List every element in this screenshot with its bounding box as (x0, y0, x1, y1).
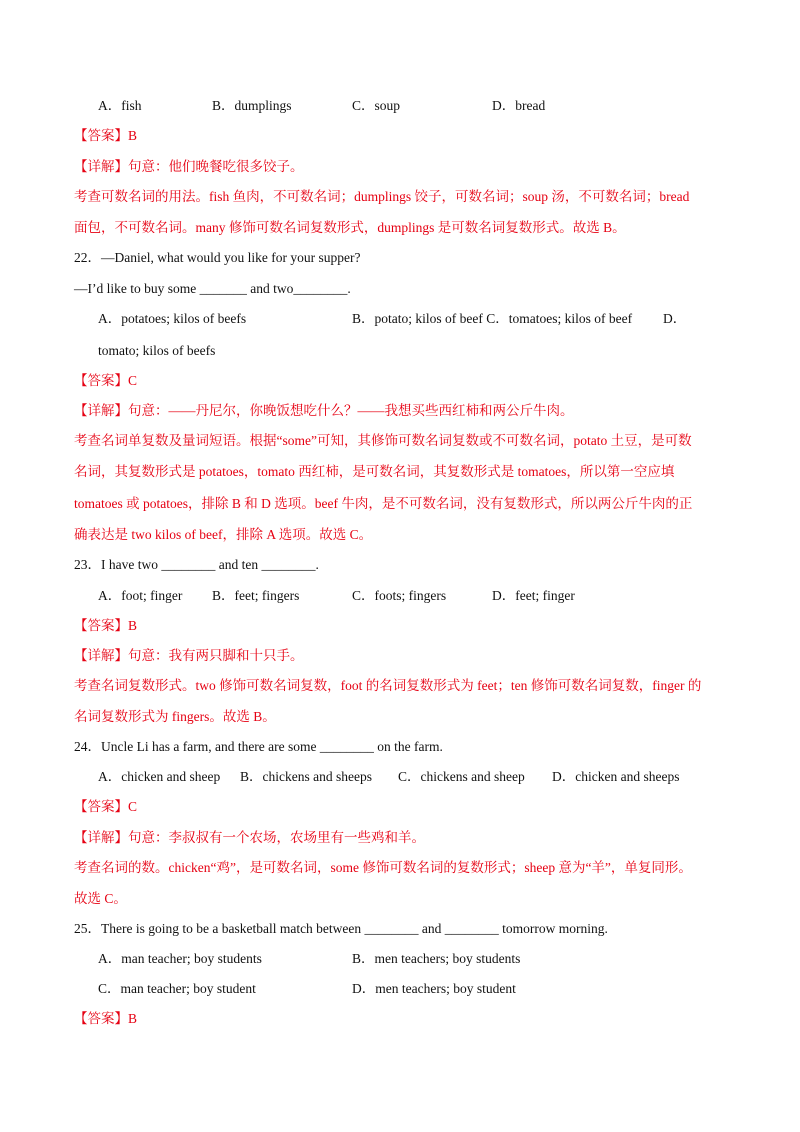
q23-option-a: A．foot; finger (98, 588, 183, 603)
detail-meaning: 句意：他们晚餐吃很多饺子。 (128, 159, 304, 174)
q22-detail (74, 401, 574, 421)
q22-answer (74, 371, 137, 391)
q21-detail (74, 157, 304, 177)
q24-answer (74, 797, 137, 817)
detail-meaning: 句意：李叔叔有一个农场，农场里有一些鸡和羊。 (128, 830, 425, 845)
answer-value: B (128, 128, 138, 143)
q21-answer (74, 126, 137, 146)
q21-explain-line: 面包，不可数名词。many 修饰可数名词复数形式，dumplings 是可数名词复数形式。故选 B。 (74, 220, 626, 235)
answer-value: C (128, 373, 138, 388)
detail-label: 【详解】 (74, 159, 128, 174)
q25-answer (74, 1009, 137, 1029)
answer-label: 【答案】 (74, 128, 128, 143)
q24-detail (74, 828, 425, 848)
q24-option-d: D．chicken and sheeps (552, 769, 680, 784)
q23-explain-line: 名词复数形式为 fingers。故选 B。 (74, 709, 276, 724)
detail-meaning: 句意：——丹尼尔，你晚饭想吃什么？——我想买些西红柿和两公斤牛肉。 (128, 403, 574, 418)
q21-option-a: A．fish (98, 98, 142, 113)
q22-option-d-text: tomato; kilos of beefs (98, 343, 216, 358)
answer-value: B (128, 1011, 138, 1026)
q24-explain-line: 考查名词的数。chicken“鸡”，是可数名词，some 修饰可数名词的复数形式；sheep 意为“羊”，单复同形。 (74, 860, 692, 875)
answer-value: B (128, 618, 138, 633)
q23-stem: 23．I have two ________ and ten ________. (74, 557, 319, 572)
detail-label: 【详解】 (74, 403, 128, 418)
q22-option-b-c: B．potato; kilos of beef C．tomatoes; kilos of beef (352, 311, 633, 326)
q21-option-b: B．dumplings (212, 98, 292, 113)
q24-option-a: A．chicken and sheep (98, 769, 221, 784)
answer-label: 【答案】 (74, 373, 128, 388)
q22-explain-line: 名词，其复数形式是 potatoes，tomato 西红柿，是可数名词，其复数形式是 tomatoes，所以第一空应填 (74, 464, 675, 479)
q21-explain-line: 考查可数名词的用法。fish 鱼肉，不可数名词；dumplings 饺子，可数名词；soup 汤，不可数名词；bread (74, 189, 690, 204)
detail-label: 【详解】 (74, 648, 128, 663)
q21-option-d: D．bread (492, 98, 546, 113)
q24-stem: 24．Uncle Li has a farm, and there are some ________ on the farm. (74, 739, 443, 754)
q22-option-a: A．potatoes; kilos of beefs (98, 311, 247, 326)
q25-option-d: D．men teachers; boy student (352, 981, 516, 996)
answer-label: 【答案】 (74, 799, 128, 814)
q23-answer (74, 616, 137, 636)
q22-explain-line: 确表达是 two kilos of beef，排除 A 选项。故选 C。 (74, 527, 373, 542)
answer-label: 【答案】 (74, 618, 128, 633)
q22-explain-line: tomatoes 或 potatoes，排除 B 和 D 选项。beef 牛肉，是不可数名词，没有复数形式，所以两公斤牛肉的正 (74, 496, 693, 511)
q24-option-c: C．chickens and sheep (398, 769, 525, 784)
q24-explain-line: 故选 C。 (74, 891, 127, 906)
answer-value: C (128, 799, 138, 814)
q21-option-c: C．soup (352, 98, 401, 113)
q23-explain-line: 考查名词复数形式。two 修饰可数名词复数，foot 的名词复数形式为 feet；ten 修饰可数名词复数，finger 的 (74, 678, 702, 693)
q23-option-c: C．foots; fingers (352, 588, 447, 603)
answer-label: 【答案】 (74, 1011, 128, 1026)
q25-option-a: A．man teacher; boy students (98, 951, 262, 966)
q25-option-c: C．man teacher; boy student (98, 981, 256, 996)
q25-stem: 25．There is going to be a basketball match between ________ and ________ tomorrow morning. (74, 921, 608, 936)
q22-explain-line: 考查名词单复数及量词短语。根据“some”可知，其修饰可数名词复数或不可数名词，potato 土豆，是可数 (74, 433, 692, 448)
q23-option-b: B．feet; fingers (212, 588, 300, 603)
q24-option-b: B．chickens and sheeps (240, 769, 372, 784)
q25-option-b: B．men teachers; boy students (352, 951, 521, 966)
q22-stem-line2: —I’d like to buy some _______ and two________. (74, 281, 351, 296)
detail-label: 【详解】 (74, 830, 128, 845)
q23-detail (74, 646, 304, 666)
q22-stem: 22．—Daniel, what would you like for your supper? (74, 250, 361, 265)
detail-meaning: 句意：我有两只脚和十只手。 (128, 648, 304, 663)
q22-option-d: D． (663, 311, 687, 326)
q23-option-d: D．feet; finger (492, 588, 575, 603)
